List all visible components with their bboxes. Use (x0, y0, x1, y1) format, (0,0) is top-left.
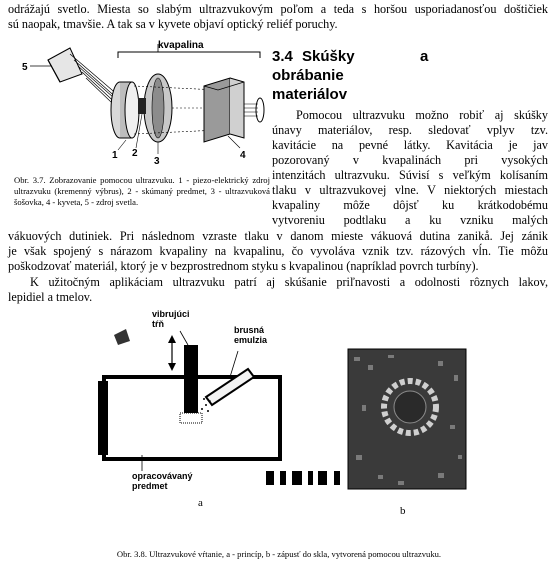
body-text-line: sú naopak, tmavšie. A tak sa v kyvete objaví optický reliéf poruchy. (8, 17, 338, 31)
label-num-3: 3 (154, 156, 160, 167)
body-text-line: kvapaliny môže dôjsť ku krátkodobému (272, 198, 548, 212)
figure-3-7-diagram (8, 38, 270, 168)
body-text-line: intenzitách ultrazvuku. Súvisí s veľkým kolísaním (272, 168, 548, 182)
body-text-line: lepidiel a tmelov. (8, 290, 93, 304)
label-abrasive-emulsion: brusná emulzia (234, 325, 268, 345)
body-text-line: Pomocou ultrazvuku možno robiť aj skúšky (296, 108, 548, 122)
section-title-word: obrábanie (272, 67, 344, 84)
body-text-line: pozorovaný v kvapalinách pri vysokých (272, 153, 548, 167)
body-text-line: kavitácie na pevné látky. Kavitácia je jav (272, 138, 548, 152)
section-title-line2: materiálov (272, 86, 348, 103)
body-text-line: vákuových dutiniek. Pri následnom vzraste tlaku v danom mieste vákuová dutina zanikå. Jej zánik (8, 229, 548, 243)
figure-3-7-caption: Obr. 3.7. Zobrazovanie pomocou ultrazvuku. 1 - piezo-elektrický zdroj ultrazvuku (kremenný výbrus), 2 - skúmaný predmet, 3 - ultrazvuková šošovka, 4 - kyveta, 5 - zdroj svetla. (14, 174, 270, 207)
body-text-line: poškodzovať materiál, ktorý je v bezprostrednom styku s kvapalinou (napríklad povrch turbíny). (8, 259, 479, 273)
section-title-word: Skúšky (302, 48, 355, 65)
body-text-line: tlaku v ultrazvukovej vlne. V niektorých miestach (272, 183, 548, 197)
body-text-line: K užitočným aplikáciam ultrazvuku patrí aj skúšanie priľnavosti a odolnosti rôznych lakov, (30, 275, 548, 289)
body-text-line: odrážajú svetlo. Miesta so slabým ultrazvukovým poľom a teda s horšou usporiadanosťou doštičiek (8, 2, 548, 16)
label-vibrating-tool: vibrujúci tŕň (152, 309, 190, 329)
label-num-2: 2 (132, 148, 138, 159)
body-text-line: únavy materiálov, resp. sledovať vplyv tzv. (272, 123, 548, 137)
body-text-line: je však spojený s nárazom kvapaliny na kvapalinu, čo vyvoláva vznik tzv. rázových vĺn. Tie môžu (8, 244, 548, 258)
label-kvapalina: kvapalina (158, 40, 204, 51)
figure-3-8-caption: Obr. 3.8. Ultrazvukové vŕtanie, a - princíp, b - zápusť do skla, vytvorená pomocou ultrazvuku. (116, 548, 442, 559)
label-num-5: 5 (22, 62, 28, 73)
section-title-word: a (420, 48, 429, 65)
body-text-line: vytvoreniu podtlaku a ku vzniku malých (272, 213, 548, 227)
figure-3-8 (98, 305, 478, 520)
section-heading (272, 47, 548, 104)
label-num-1: 1 (112, 150, 118, 161)
label-workpiece: opracovávaný predmet (132, 471, 193, 491)
sublabel-b: b (400, 505, 406, 517)
sublabel-a: a (198, 497, 203, 509)
section-number: 3.4 (272, 48, 293, 65)
label-num-4: 4 (240, 150, 246, 161)
